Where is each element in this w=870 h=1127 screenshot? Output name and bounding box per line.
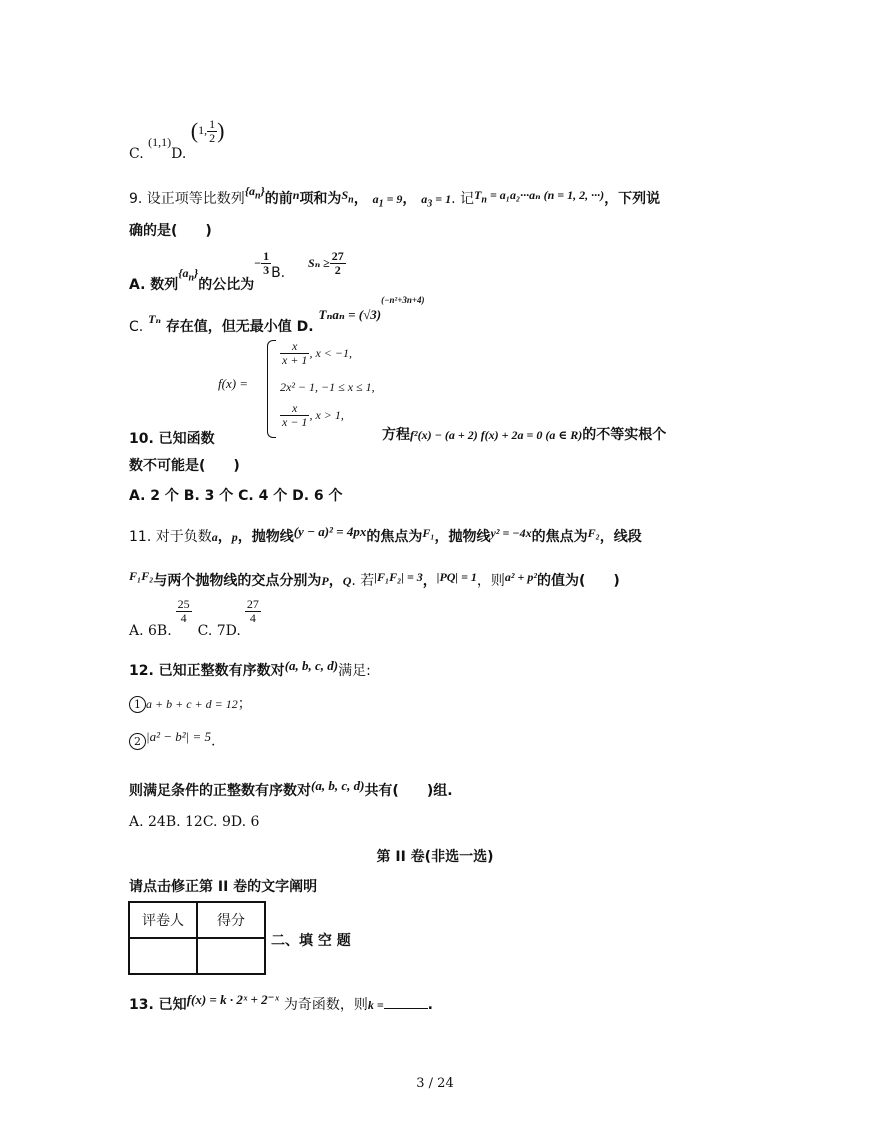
score-table <box>128 901 266 975</box>
q11-text: 的值为( ) <box>536 573 620 589</box>
q9-text: 的公比为 <box>198 277 255 294</box>
q9-options-ab <box>129 249 346 294</box>
comma: ， <box>422 573 437 589</box>
q11-Q: Q <box>342 574 352 588</box>
q10-options-text: A. 2 个 B. 3 个 C. 4 个 D. 6 个 <box>129 488 343 504</box>
q11-cond2: |PQ| = 1 <box>436 570 477 584</box>
q12-stem <box>129 660 371 680</box>
q12-cond1 <box>129 693 252 713</box>
q9-stem-line2 <box>129 220 212 240</box>
option-d-label: D. <box>171 145 187 162</box>
q9-text: . 记 <box>451 191 475 207</box>
q11-cond1: |F₁F₂| = 3 <box>374 570 423 584</box>
q12-ask <box>129 780 453 800</box>
grader-header: 评卷人 <box>129 902 197 938</box>
q10-brace <box>267 340 276 438</box>
section-title: 第 II 卷(非选一选) <box>376 849 494 865</box>
q11-text: . 若 <box>351 573 375 589</box>
q13-stem <box>129 994 433 1014</box>
q12-options-text: A. 24B. 12C. 9D. 6 <box>129 814 260 830</box>
option-d-expr: (1, $\frac{1}{2}$ ) <box>190 117 225 145</box>
page-number: 3 / 24 <box>416 1076 454 1091</box>
q9-text: 9. 设正项等比数列 <box>129 191 245 207</box>
q11-f1f2: F₁F₂ <box>129 569 154 583</box>
q9-text: ，下列说 <box>604 191 661 207</box>
q11-options <box>129 597 261 640</box>
answer-blank[interactable] <box>384 1008 428 1009</box>
q11-option-ab: A. 6B. <box>129 623 172 640</box>
q13-expr: f(x) = k · 2ˣ + 2⁻ˣ <box>186 992 279 1007</box>
q9-a1: $a_1 = 9$ <box>372 192 403 210</box>
q12-tuple: (a, b, c, d) <box>311 778 365 793</box>
q10-equation: f²(x) − (a + 2) f(x) + 2a = 0 (a ∈ R) <box>410 428 583 442</box>
q12-cond1-expr: a + b + c + d = 12 <box>146 697 238 711</box>
frac-num: 1 <box>209 117 216 131</box>
q11-text: ，则 <box>476 573 505 589</box>
option-c-label: C. <box>129 145 144 162</box>
q10-text: 10. 已知函数 <box>129 431 215 447</box>
q11-stem-line2 <box>129 570 620 590</box>
option-d-fraction <box>207 118 217 144</box>
q9-option-b-fraction: $\frac{27}{2}$ <box>331 249 344 277</box>
q10-text: 数不可能是( ) <box>129 458 240 474</box>
q10-stem-equation <box>382 424 666 444</box>
q9-option-d-expr: Tₙaₙ = (√3) <box>318 307 382 322</box>
q12-text: 共有( )组. <box>364 783 453 799</box>
q9-option-c-label: C. <box>129 319 144 335</box>
comma: ， <box>217 529 232 545</box>
q11-f2: F₂ <box>587 526 600 540</box>
q11-text: ，抛物线 <box>434 529 491 545</box>
q12-tuple: (a, b, c, d) <box>284 658 339 673</box>
semicolon: ； <box>237 696 252 712</box>
q10-text: 方程 <box>382 427 410 443</box>
option-d-open: 1, <box>198 122 208 137</box>
q11-f1: F₁ <box>422 526 435 540</box>
q10-text: 的不等实根个 <box>582 427 667 443</box>
q11-text: 11. 对于负数 <box>129 529 212 545</box>
q13-text: 13. 已知 <box>129 997 187 1013</box>
q9-sn: $S_n$ <box>341 188 354 206</box>
circled-two: 2 <box>129 733 146 750</box>
q10-fx: f(x) = <box>218 376 249 391</box>
q13-text: 为奇函数，则 <box>283 997 368 1013</box>
q9-n: n <box>292 188 300 202</box>
q11-text: 与两个抛物线的交点分别为 <box>153 573 322 589</box>
q11-text: ，抛物线 <box>237 529 294 545</box>
q11-P: P <box>321 574 329 588</box>
q10-options <box>129 485 343 505</box>
section-heading: 二、填 空 题 <box>271 933 351 949</box>
q10-case3: $\frac{x}{x - 1}$ , x > 1, <box>282 401 344 429</box>
q9-option-c-tn: Tₙ <box>148 312 161 326</box>
q9-option-a: A. 数列 <box>129 277 179 294</box>
comma: ， <box>328 573 343 589</box>
score-header: 得分 <box>197 902 265 938</box>
q9-option-c-text: 存在值，但无最小值 D. <box>165 319 314 335</box>
q11-option-b-fraction: $\frac{25}{4}$ <box>177 597 190 625</box>
q11-text: ，线段 <box>599 529 642 545</box>
q11-a: a <box>211 530 218 544</box>
option-c-expr: (1,1) <box>148 134 172 149</box>
q12-text: 12. 已知正整数有序数对 <box>129 663 285 679</box>
q10-stem-line1 <box>129 428 215 448</box>
q11-text: 的焦点为 <box>366 529 423 545</box>
score-cell <box>197 938 265 974</box>
q12-cond2-expr: |a² − b²| = 5 <box>146 728 211 744</box>
q11-text: 的焦点为 <box>531 529 588 545</box>
q12-options <box>129 814 259 830</box>
q9-option-b-label: B. <box>271 265 286 282</box>
q11-option-cd: C. 7D. <box>197 623 241 640</box>
q11-expr: a² + p² <box>504 570 537 584</box>
q9-tn-def: $T_n = a_1a_2\cdot\cdot\cdot a_n$ (n = 1, 2, ···) <box>474 188 605 206</box>
q12-cond2 <box>129 728 216 750</box>
q13-k: k = <box>367 998 384 1012</box>
q9-an: $\{a_n\}$ <box>244 184 265 202</box>
q9-an: $\{a_n\}$ <box>178 266 199 284</box>
q10-stem-line2 <box>129 455 240 475</box>
q11-option-d-fraction: $\frac{27}{4}$ <box>246 597 259 625</box>
q9-option-d-exponent: (−n²+3n+4) <box>381 295 425 306</box>
period: . <box>427 997 433 1013</box>
q9-options-cd <box>129 295 425 335</box>
q11-parabola2: y² = −4x <box>490 526 532 540</box>
circled-one: 1 <box>129 696 146 713</box>
frac-den: 2 <box>209 130 216 145</box>
q11-parabola1: (y − a)² = 4px <box>293 524 367 539</box>
q9-option-b-expr: Sₙ ≥ <box>308 256 330 271</box>
q9-text: 确的是( ) <box>129 223 212 239</box>
comma: ， <box>353 191 368 207</box>
q9-text: 项和为 <box>299 191 342 207</box>
grader-cell <box>129 938 197 974</box>
q10-case1: $\frac{x}{x + 1}$ , x < −1, <box>282 339 352 367</box>
q12-text: 满足: <box>338 663 371 679</box>
comma: ， <box>402 191 417 207</box>
q9-text: 的前 <box>264 191 293 207</box>
q10-case2: 2x² − 1, −1 ≤ x ≤ 1, <box>280 380 375 394</box>
q11-stem-line1 <box>129 526 642 546</box>
q8-options-cd <box>129 117 225 162</box>
q12-text: 则满足条件的正整数有序数对 <box>129 783 311 799</box>
q9-stem-line1 <box>129 184 661 210</box>
q11-p: p <box>231 530 238 544</box>
minus: − <box>254 256 262 271</box>
section-note: 请点击修正第 II 卷的文字阐明 <box>129 879 318 895</box>
period: . <box>211 733 216 750</box>
q9-option-a-fraction: $\frac{1}{3}$ <box>263 249 270 277</box>
q9-a3: $a_3 = 1$ <box>421 192 452 210</box>
